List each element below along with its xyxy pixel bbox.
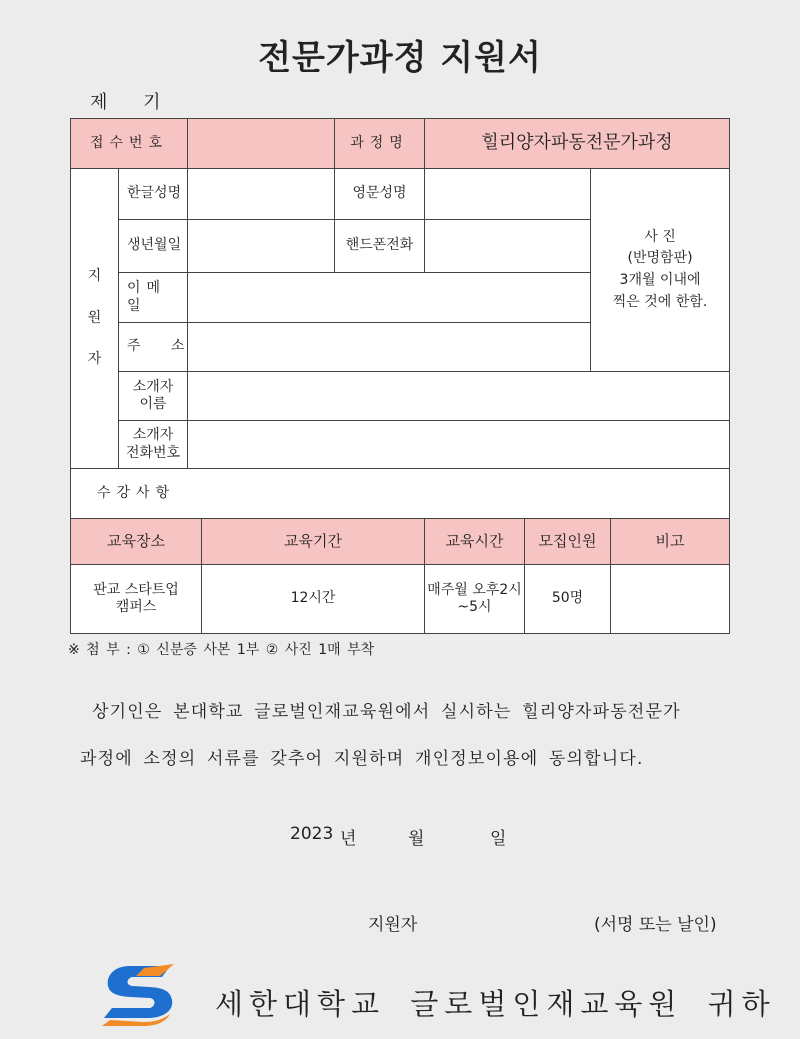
statement-line-1: 상기인은 본대학교 글로벌인재교육원에서 실시하는 힐리양자파동전문가 — [92, 702, 681, 722]
referrer-phone-label-line: 전화번호 — [125, 444, 181, 461]
receipt-number-label: 접수번호 — [71, 119, 188, 169]
signature-label: 지원자 — [368, 915, 418, 935]
course-time: 매주월 오후2시~5시 — [425, 565, 525, 634]
university-logo-icon — [100, 962, 178, 1028]
date-year: 2023 — [290, 824, 334, 844]
korean-name-field[interactable] — [188, 169, 335, 220]
address-label: 주 소 — [119, 323, 188, 372]
photo-title: 사 진 — [644, 228, 676, 245]
header-location: 교육장소 — [71, 519, 202, 565]
photo-recency-note: 3개월 이내에 — [619, 272, 701, 288]
applicant-vertical-label — [71, 169, 119, 469]
addressee: 세한대학교 글로벌인재교육원 귀하 — [215, 987, 776, 1021]
birth-date-label: 생년월일 — [119, 220, 188, 273]
attachments-note: ※ 첨 부 : ① 신분증 사본 1부 ② 사진 1매 부착 — [68, 642, 375, 658]
referrer-name-field[interactable] — [188, 372, 730, 421]
course-location-line: 판교 스타트업 — [93, 581, 179, 598]
statement-line-2: 과정에 소정의 서류를 갖추어 지원하며 개인정보이용에 동의합니다. — [80, 749, 644, 769]
applicant-label-char: 지 — [87, 268, 102, 285]
address-field[interactable] — [188, 323, 591, 372]
course-section-label: 수강사항 — [71, 469, 730, 519]
course-location — [71, 565, 202, 634]
document-prefix: 제 기 — [90, 92, 161, 113]
course-location-line: 캠퍼스 — [115, 599, 157, 615]
photo-size-note: (반명함판) — [627, 250, 693, 267]
course-name-label: 과정명 — [335, 119, 425, 169]
course-name-value: 힐리양자파동전문가과정 — [425, 119, 730, 169]
referrer-name-label — [119, 372, 188, 421]
email-label: 이메일 — [119, 273, 188, 323]
applicant-label-char: 자 — [87, 351, 102, 368]
english-name-field[interactable] — [425, 169, 591, 220]
referrer-name-label-line: 이름 — [139, 396, 167, 412]
phone-field[interactable] — [425, 220, 591, 273]
email-field[interactable] — [188, 273, 591, 323]
signature-note: (서명 또는 날인) — [594, 915, 717, 935]
photo-box[interactable] — [591, 169, 730, 372]
application-form — [70, 118, 729, 633]
receipt-number-field[interactable] — [188, 119, 335, 169]
referrer-name-label-line: 소개자 — [132, 378, 174, 395]
header-period: 교육기간 — [202, 519, 425, 565]
referrer-phone-label — [119, 421, 188, 469]
referrer-phone-label-line: 소개자 — [132, 427, 174, 443]
header-capacity: 모집인원 — [525, 519, 611, 565]
english-name-label: 영문성명 — [335, 169, 425, 220]
document-title: 전문가과정 지원서 — [258, 38, 542, 78]
header-note: 비고 — [611, 519, 730, 565]
date-month-unit: 월 — [408, 829, 425, 849]
date-year-unit: 년 — [340, 829, 357, 849]
course-capacity: 50명 — [525, 565, 611, 634]
korean-name-label: 한글성명 — [119, 169, 188, 220]
phone-label: 핸드폰전화 — [335, 220, 425, 273]
header-time: 교육시간 — [425, 519, 525, 565]
birth-date-field[interactable] — [188, 220, 335, 273]
course-period: 12시간 — [202, 565, 425, 634]
date-day-unit: 일 — [490, 829, 507, 849]
applicant-label-char: 원 — [87, 309, 102, 326]
referrer-phone-field[interactable] — [188, 421, 730, 469]
course-note[interactable] — [611, 565, 730, 634]
photo-limit-note: 찍은 것에 한함. — [612, 293, 708, 310]
application-table — [70, 118, 730, 634]
